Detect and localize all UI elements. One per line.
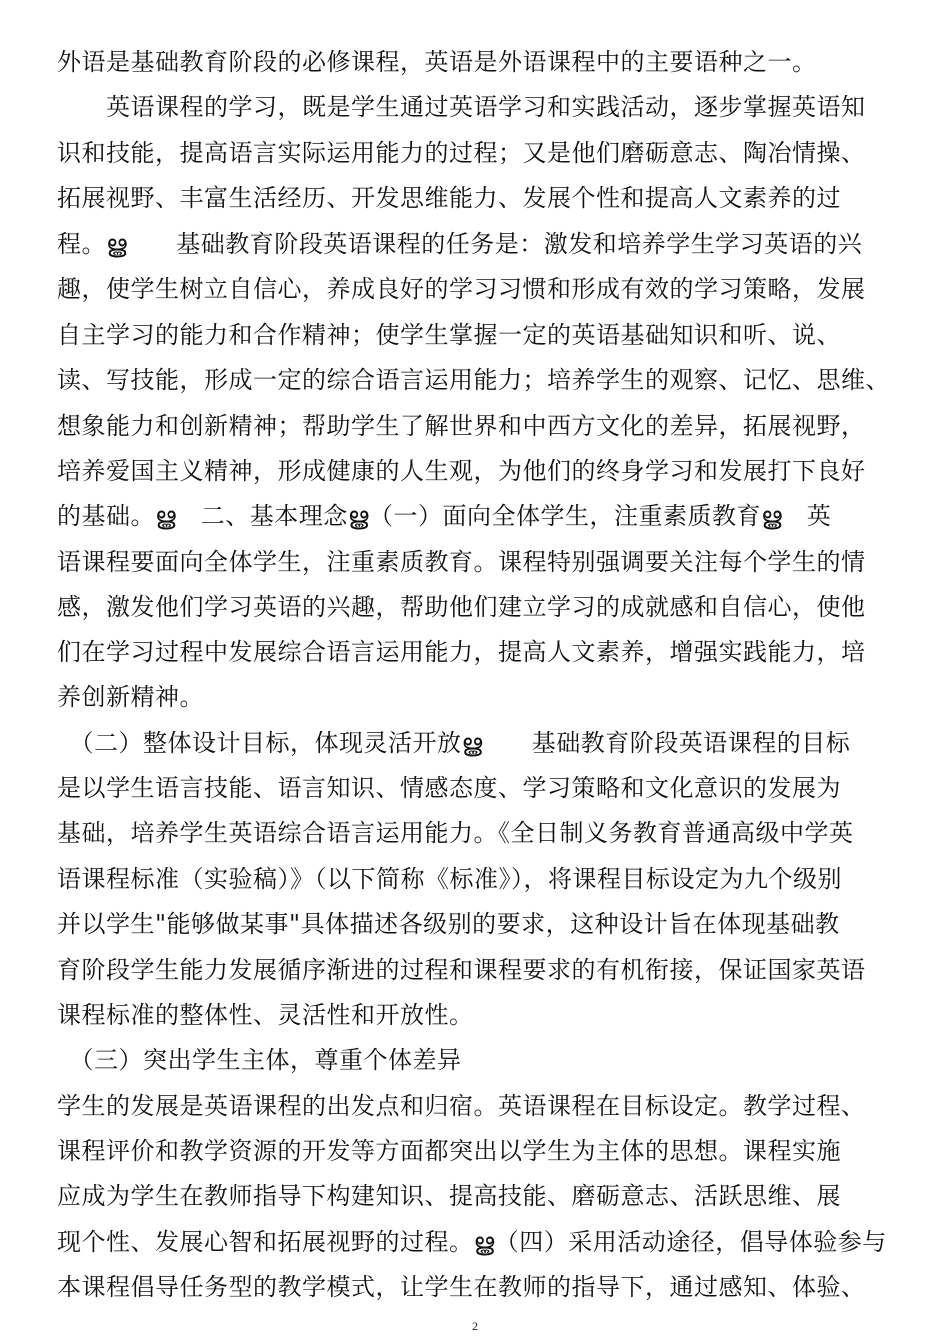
text-line-19: 语课程标准（实验稿）》（以下简称《标准》），将课程目标设定为九个级别: [57, 865, 842, 893]
text-line-21: 育阶段学生能力发展循序渐进的过程和课程要求的有机衔接，保证国家英语: [57, 956, 866, 984]
text-line-26: 应成为学生在教师指导下构建知识、提高技能、磨砺意志、活跃思维、展: [57, 1182, 841, 1210]
text-line-9: 想象能力和创新精神；帮助学生了解世界和中西方文化的差异，拓展视野，: [57, 412, 866, 440]
text-line-11: 的基础。ൠ 二、基本理念ൠ（一）面向全体学生，注重素质教育ൠ 英: [57, 502, 832, 530]
text-line-13: 感，激发他们学习英语的兴趣，帮助他们建立学习的成就感和自信心，使他: [57, 593, 866, 621]
page-number: 2: [472, 1319, 478, 1333]
text-line-12: 语课程要面向全体学生，注重素质教育。课程特别强调要关注每个学生的情: [57, 548, 866, 576]
text-line-2: 英语课程的学习，既是学生通过英语学习和实践活动，逐步掌握英语知: [57, 93, 866, 121]
text-line-28: 本课程倡导任务型的教学模式，让学生在教师的指导下，通过感知、体验、: [57, 1273, 866, 1301]
text-line-8: 读、写技能，形成一定的综合语言运用能力；培养学生的观察、记忆、思维、: [57, 366, 890, 394]
text-line-18: 基础，培养学生英语综合语言运用能力。《全日制义务教育普通高级中学英: [57, 819, 854, 847]
text-line-20: 并以学生"能够做某事"具体描述各级别的要求，这种设计旨在体现基础教: [57, 910, 840, 938]
text-line-22: 课程标准的整体性、灵活性和开放性。: [57, 1001, 474, 1029]
text-line-17: 是以学生语言技能、语言知识、情感态度、学习策略和文化意识的发展为: [57, 774, 841, 802]
text-line-24: 学生的发展是英语课程的出发点和归宿。英语课程在目标设定。教学过程、: [57, 1092, 866, 1120]
text-line-10: 培养爱国主义精神，形成健康的人生观，为他们的终身学习和发展打下良好: [57, 457, 866, 485]
text-line-14: 们在学习过程中发展综合语言运用能力，提高人文素养，增强实践能力，培: [57, 638, 866, 666]
text-line-4: 拓展视野、丰富生活经历、开发思维能力、发展个性和提高人文素养的过: [57, 184, 841, 212]
text-line-6: 趣，使学生树立自信心，养成良好的学习习惯和形成有效的学习策略，发展: [57, 275, 866, 303]
text-line-16: （二）整体设计目标，体现灵活开放ൠ 基础教育阶段英语课程的目标: [57, 729, 851, 757]
text-line-23: （三）突出学生主体，尊重个体差异: [57, 1046, 462, 1074]
text-line-1: 外语是基础教育阶段的必修课程，英语是外语课程中的主要语种之一。: [57, 48, 817, 76]
text-line-25: 课程评价和教学资源的开发等方面都突出以学生为主体的思想。课程实施: [57, 1137, 841, 1165]
text-line-15: 养创新精神。: [57, 683, 204, 711]
text-line-27: 现个性、发展心智和拓展视野的过程。ൠ（四）采用活动途径，倡导体验参与: [57, 1228, 887, 1256]
text-line-3: 识和技能，提高语言实际运用能力的过程；又是他们磨砺意志、陶冶情操、: [57, 139, 866, 167]
text-line-5: 程。ൠ 基础教育阶段英语课程的任务是：激发和培养学生学习英语的兴: [57, 230, 863, 258]
text-line-7: 自主学习的能力和合作精神；使学生掌握一定的英语基础知识和听、说、: [57, 321, 841, 349]
